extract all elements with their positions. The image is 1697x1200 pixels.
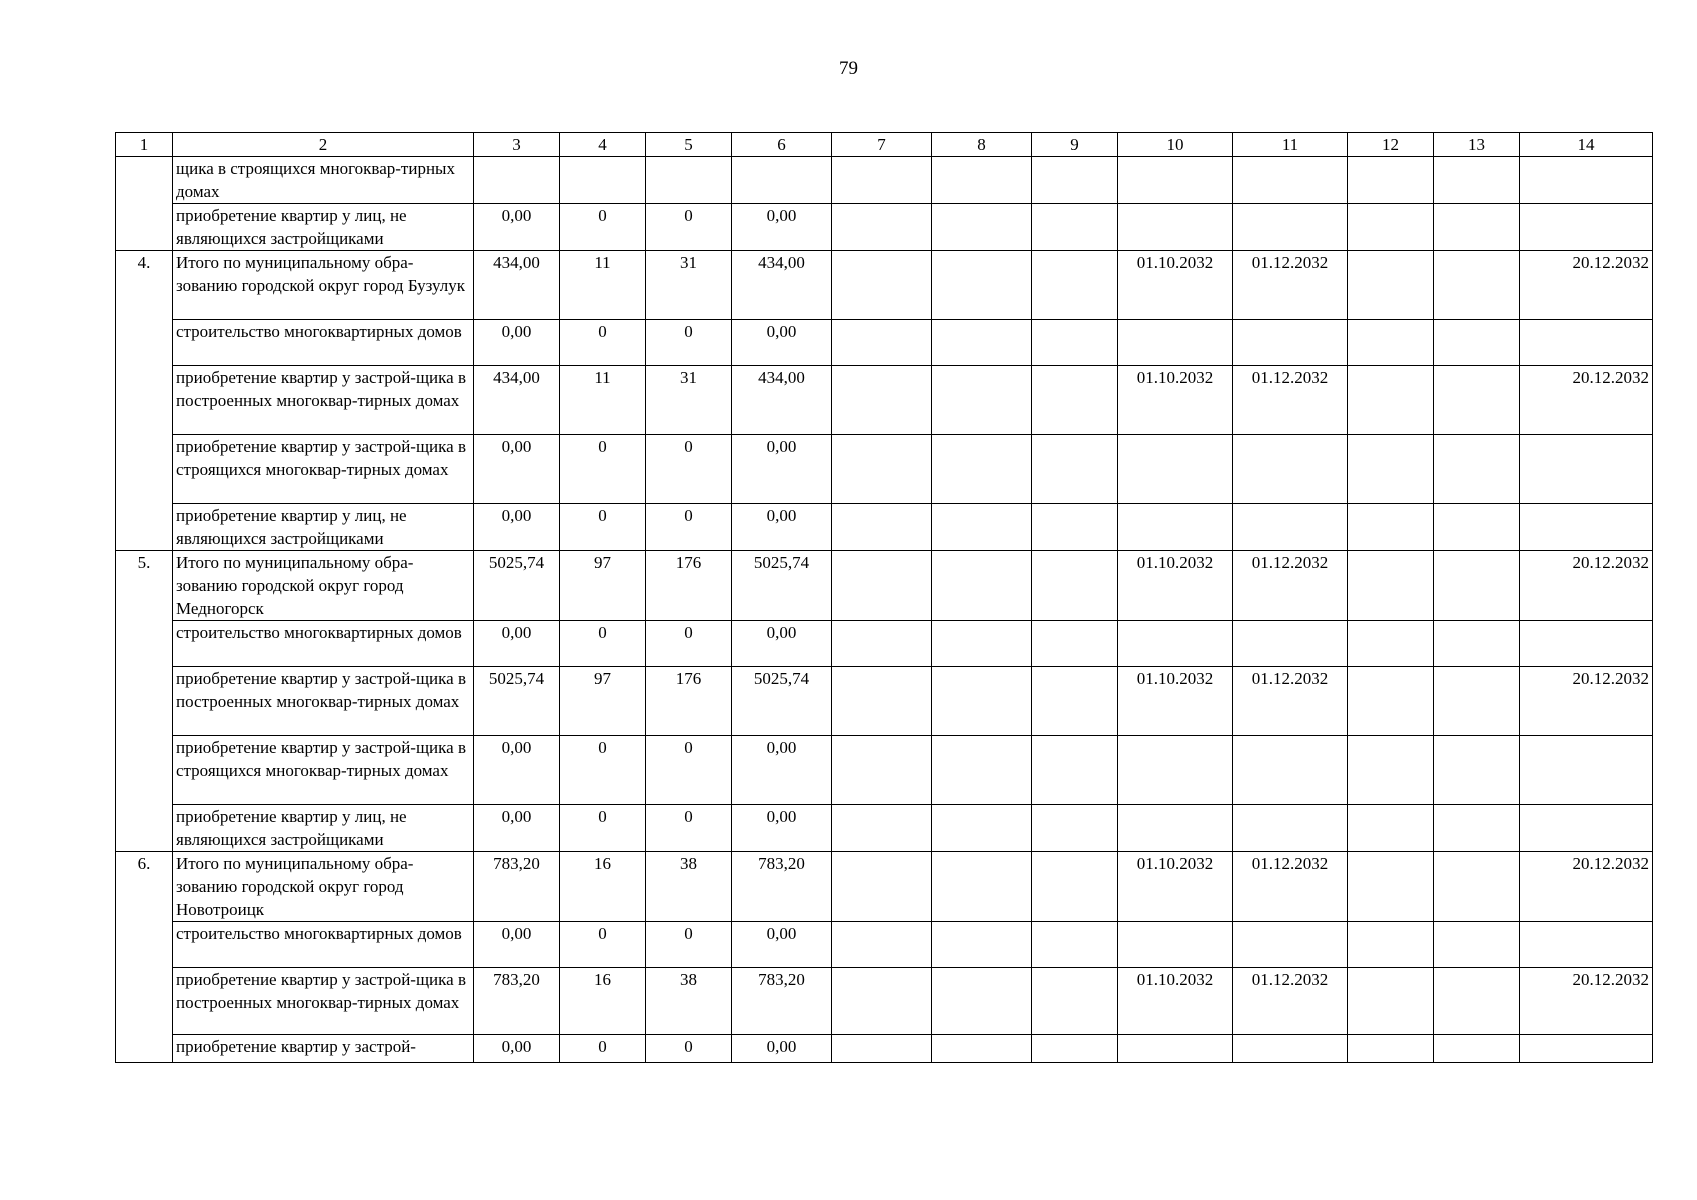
empty-cell — [1434, 805, 1520, 852]
cell-c10 — [1118, 621, 1233, 667]
cell-c14 — [1520, 805, 1653, 852]
column-header: 14 — [1520, 133, 1653, 157]
empty-cell — [832, 736, 932, 805]
empty-cell — [932, 504, 1032, 551]
empty-cell — [1032, 621, 1118, 667]
table-row — [116, 320, 1653, 366]
empty-cell — [1032, 157, 1118, 204]
empty-cell — [1434, 366, 1520, 435]
empty-cell — [1032, 551, 1118, 621]
row-description: Итого по муниципальному обра-зованию городской округ город Новотроицк — [173, 852, 474, 922]
table-row — [116, 435, 1653, 504]
row-description: приобретение квартир у лиц, не являющихся застройщиками — [173, 204, 474, 251]
row-description: Итого по муниципальному обра-зованию городской округ город Бузулук — [173, 251, 474, 320]
cell-c3: 0,00 — [474, 805, 560, 852]
column-header: 3 — [474, 133, 560, 157]
cell-c4: 0 — [560, 805, 646, 852]
column-header: 1 — [116, 133, 173, 157]
cell-c11: 01.12.2032 — [1233, 551, 1348, 621]
cell-c3: 0,00 — [474, 204, 560, 251]
column-header: 4 — [560, 133, 646, 157]
cell-c4: 0 — [560, 320, 646, 366]
cell-c11: 01.12.2032 — [1233, 251, 1348, 320]
cell-c14: 20.12.2032 — [1520, 251, 1653, 320]
empty-cell — [1434, 922, 1520, 968]
cell-c3: 0,00 — [474, 736, 560, 805]
row-description: щика в строящихся многоквар-тирных домах — [173, 157, 474, 204]
cell-c4: 16 — [560, 968, 646, 1035]
cell-c3 — [474, 157, 560, 204]
table-header-row — [116, 133, 1653, 157]
table-row — [116, 551, 1653, 621]
empty-cell — [1348, 621, 1434, 667]
cell-c6: 783,20 — [732, 968, 832, 1035]
cell-c4: 0 — [560, 435, 646, 504]
cell-c6: 434,00 — [732, 366, 832, 435]
empty-cell — [932, 251, 1032, 320]
cell-c10 — [1118, 922, 1233, 968]
cell-c10 — [1118, 157, 1233, 204]
cell-c11 — [1233, 320, 1348, 366]
empty-cell — [932, 204, 1032, 251]
row-description: приобретение квартир у застрой-щика в построенных многоквар-тирных домах — [173, 968, 474, 1035]
cell-c4: 0 — [560, 922, 646, 968]
empty-cell — [932, 852, 1032, 922]
empty-cell — [1434, 968, 1520, 1035]
table-row — [116, 251, 1653, 320]
cell-c6: 0,00 — [732, 435, 832, 504]
cell-c4: 16 — [560, 852, 646, 922]
empty-cell — [1434, 504, 1520, 551]
cell-c14 — [1520, 621, 1653, 667]
row-description: приобретение квартир у лиц, не являющихся застройщиками — [173, 504, 474, 551]
column-header: 11 — [1233, 133, 1348, 157]
empty-cell — [1032, 852, 1118, 922]
cell-c5: 31 — [646, 366, 732, 435]
row-description: строительство многоквартирных домов — [173, 320, 474, 366]
empty-cell — [1032, 435, 1118, 504]
empty-cell — [832, 435, 932, 504]
column-header: 12 — [1348, 133, 1434, 157]
empty-cell — [1434, 157, 1520, 204]
empty-cell — [1348, 320, 1434, 366]
cell-c3: 783,20 — [474, 968, 560, 1035]
cell-c5: 0 — [646, 204, 732, 251]
cell-c14: 20.12.2032 — [1520, 968, 1653, 1035]
column-header: 8 — [932, 133, 1032, 157]
empty-cell — [1032, 204, 1118, 251]
row-number: 4. — [116, 251, 173, 551]
cell-c6: 0,00 — [732, 204, 832, 251]
cell-c5: 0 — [646, 621, 732, 667]
empty-cell — [1032, 320, 1118, 366]
column-header: 10 — [1118, 133, 1233, 157]
cell-c3: 5025,74 — [474, 551, 560, 621]
cell-c11 — [1233, 157, 1348, 204]
empty-cell — [1032, 922, 1118, 968]
empty-cell — [832, 504, 932, 551]
empty-cell — [832, 667, 932, 736]
cell-c5: 0 — [646, 1035, 732, 1063]
empty-cell — [832, 204, 932, 251]
empty-cell — [932, 922, 1032, 968]
cell-c6: 5025,74 — [732, 551, 832, 621]
data-table — [115, 132, 1653, 1063]
table-row — [116, 157, 1653, 204]
cell-c11: 01.12.2032 — [1233, 968, 1348, 1035]
cell-c10 — [1118, 1035, 1233, 1063]
table-row — [116, 736, 1653, 805]
empty-cell — [1348, 551, 1434, 621]
empty-cell — [1348, 852, 1434, 922]
cell-c3: 0,00 — [474, 435, 560, 504]
row-description: приобретение квартир у застрой-щика в построенных многоквар-тирных домах — [173, 667, 474, 736]
page-number: 79 — [839, 58, 858, 79]
cell-c10: 01.10.2032 — [1118, 366, 1233, 435]
cell-c3: 434,00 — [474, 251, 560, 320]
cell-c5: 0 — [646, 805, 732, 852]
cell-c14: 20.12.2032 — [1520, 852, 1653, 922]
empty-cell — [1348, 435, 1434, 504]
cell-c14 — [1520, 1035, 1653, 1063]
empty-cell — [932, 805, 1032, 852]
column-header: 6 — [732, 133, 832, 157]
empty-cell — [1348, 736, 1434, 805]
cell-c3: 0,00 — [474, 1035, 560, 1063]
empty-cell — [1348, 805, 1434, 852]
table-row — [116, 204, 1653, 251]
column-header: 5 — [646, 133, 732, 157]
row-description: строительство многоквартирных домов — [173, 621, 474, 667]
cell-c4: 0 — [560, 504, 646, 551]
cell-c11 — [1233, 204, 1348, 251]
cell-c11 — [1233, 504, 1348, 551]
cell-c14 — [1520, 320, 1653, 366]
cell-c5: 0 — [646, 504, 732, 551]
cell-c11 — [1233, 736, 1348, 805]
empty-cell — [1032, 504, 1118, 551]
cell-c11 — [1233, 805, 1348, 852]
cell-c6 — [732, 157, 832, 204]
cell-c6: 0,00 — [732, 621, 832, 667]
cell-c10 — [1118, 504, 1233, 551]
column-header: 9 — [1032, 133, 1118, 157]
cell-c6: 0,00 — [732, 922, 832, 968]
empty-cell — [1348, 204, 1434, 251]
cell-c14 — [1520, 504, 1653, 551]
empty-cell — [932, 157, 1032, 204]
table-row — [116, 968, 1653, 1035]
empty-cell — [932, 1035, 1032, 1063]
cell-c4: 0 — [560, 621, 646, 667]
cell-c14 — [1520, 204, 1653, 251]
empty-cell — [832, 320, 932, 366]
table-row — [116, 504, 1653, 551]
cell-c11: 01.12.2032 — [1233, 366, 1348, 435]
empty-cell — [1434, 551, 1520, 621]
empty-cell — [932, 736, 1032, 805]
empty-cell — [1032, 736, 1118, 805]
row-number — [116, 157, 173, 251]
cell-c3: 0,00 — [474, 621, 560, 667]
empty-cell — [1032, 251, 1118, 320]
cell-c3: 0,00 — [474, 922, 560, 968]
row-description: приобретение квартир у застрой- — [173, 1035, 474, 1063]
cell-c11: 01.12.2032 — [1233, 852, 1348, 922]
cell-c3: 0,00 — [474, 504, 560, 551]
empty-cell — [832, 968, 932, 1035]
empty-cell — [1434, 1035, 1520, 1063]
cell-c5: 0 — [646, 736, 732, 805]
cell-c11: 01.12.2032 — [1233, 667, 1348, 736]
cell-c10 — [1118, 435, 1233, 504]
empty-cell — [1434, 852, 1520, 922]
empty-cell — [832, 551, 932, 621]
empty-cell — [1434, 621, 1520, 667]
empty-cell — [1348, 1035, 1434, 1063]
cell-c14 — [1520, 922, 1653, 968]
cell-c6: 0,00 — [732, 1035, 832, 1063]
cell-c4: 97 — [560, 667, 646, 736]
cell-c3: 5025,74 — [474, 667, 560, 736]
empty-cell — [1348, 504, 1434, 551]
cell-c5: 0 — [646, 922, 732, 968]
row-description: приобретение квартир у застрой-щика в построенных многоквар-тирных домах — [173, 366, 474, 435]
cell-c11 — [1233, 621, 1348, 667]
cell-c4: 97 — [560, 551, 646, 621]
cell-c5: 0 — [646, 435, 732, 504]
empty-cell — [932, 968, 1032, 1035]
empty-cell — [832, 805, 932, 852]
empty-cell — [1032, 667, 1118, 736]
empty-cell — [932, 435, 1032, 504]
cell-c5 — [646, 157, 732, 204]
cell-c5: 38 — [646, 852, 732, 922]
empty-cell — [932, 621, 1032, 667]
cell-c10: 01.10.2032 — [1118, 968, 1233, 1035]
empty-cell — [1434, 667, 1520, 736]
cell-c6: 434,00 — [732, 251, 832, 320]
cell-c14: 20.12.2032 — [1520, 551, 1653, 621]
empty-cell — [932, 366, 1032, 435]
table-row — [116, 366, 1653, 435]
cell-c3: 783,20 — [474, 852, 560, 922]
column-header: 13 — [1434, 133, 1520, 157]
cell-c10 — [1118, 204, 1233, 251]
cell-c5: 176 — [646, 551, 732, 621]
cell-c10 — [1118, 805, 1233, 852]
cell-c11 — [1233, 1035, 1348, 1063]
cell-c10: 01.10.2032 — [1118, 551, 1233, 621]
empty-cell — [1434, 736, 1520, 805]
cell-c4: 0 — [560, 1035, 646, 1063]
empty-cell — [832, 1035, 932, 1063]
table-row — [116, 667, 1653, 736]
cell-c10: 01.10.2032 — [1118, 852, 1233, 922]
empty-cell — [832, 852, 932, 922]
column-header: 7 — [832, 133, 932, 157]
cell-c5: 31 — [646, 251, 732, 320]
row-description: приобретение квартир у застрой-щика в строящихся многоквар-тирных домах — [173, 435, 474, 504]
empty-cell — [932, 320, 1032, 366]
cell-c14 — [1520, 157, 1653, 204]
cell-c6: 0,00 — [732, 320, 832, 366]
table-row — [116, 922, 1653, 968]
empty-cell — [832, 621, 932, 667]
cell-c14 — [1520, 435, 1653, 504]
cell-c6: 783,20 — [732, 852, 832, 922]
cell-c10 — [1118, 736, 1233, 805]
empty-cell — [1032, 968, 1118, 1035]
cell-c5: 176 — [646, 667, 732, 736]
cell-c4: 0 — [560, 204, 646, 251]
column-header: 2 — [173, 133, 474, 157]
empty-cell — [832, 251, 932, 320]
cell-c6: 0,00 — [732, 736, 832, 805]
table-row — [116, 852, 1653, 922]
table-row — [116, 621, 1653, 667]
row-description: Итого по муниципальному обра-зованию городской округ город Медногорск — [173, 551, 474, 621]
cell-c3: 434,00 — [474, 366, 560, 435]
row-description: строительство многоквартирных домов — [173, 922, 474, 968]
cell-c10: 01.10.2032 — [1118, 251, 1233, 320]
row-number: 5. — [116, 551, 173, 852]
empty-cell — [1348, 968, 1434, 1035]
table-row — [116, 805, 1653, 852]
cell-c11 — [1233, 435, 1348, 504]
empty-cell — [1032, 366, 1118, 435]
empty-cell — [1032, 805, 1118, 852]
cell-c14 — [1520, 736, 1653, 805]
cell-c3: 0,00 — [474, 320, 560, 366]
empty-cell — [932, 551, 1032, 621]
cell-c6: 0,00 — [732, 504, 832, 551]
cell-c4: 11 — [560, 366, 646, 435]
empty-cell — [932, 667, 1032, 736]
empty-cell — [1348, 157, 1434, 204]
empty-cell — [1348, 251, 1434, 320]
cell-c14: 20.12.2032 — [1520, 667, 1653, 736]
empty-cell — [1348, 366, 1434, 435]
empty-cell — [832, 366, 932, 435]
empty-cell — [1434, 251, 1520, 320]
cell-c6: 5025,74 — [732, 667, 832, 736]
cell-c5: 38 — [646, 968, 732, 1035]
cell-c4: 0 — [560, 736, 646, 805]
table-row — [116, 1035, 1653, 1063]
row-number: 6. — [116, 852, 173, 1063]
cell-c4 — [560, 157, 646, 204]
empty-cell — [1434, 320, 1520, 366]
cell-c14: 20.12.2032 — [1520, 366, 1653, 435]
cell-c11 — [1233, 922, 1348, 968]
empty-cell — [832, 922, 932, 968]
empty-cell — [1348, 667, 1434, 736]
empty-cell — [1434, 435, 1520, 504]
empty-cell — [1348, 922, 1434, 968]
cell-c10 — [1118, 320, 1233, 366]
row-description: приобретение квартир у застрой-щика в строящихся многоквар-тирных домах — [173, 736, 474, 805]
cell-c5: 0 — [646, 320, 732, 366]
row-description: приобретение квартир у лиц, не являющихся застройщиками — [173, 805, 474, 852]
cell-c4: 11 — [560, 251, 646, 320]
cell-c6: 0,00 — [732, 805, 832, 852]
empty-cell — [1434, 204, 1520, 251]
empty-cell — [832, 157, 932, 204]
empty-cell — [1032, 1035, 1118, 1063]
cell-c10: 01.10.2032 — [1118, 667, 1233, 736]
